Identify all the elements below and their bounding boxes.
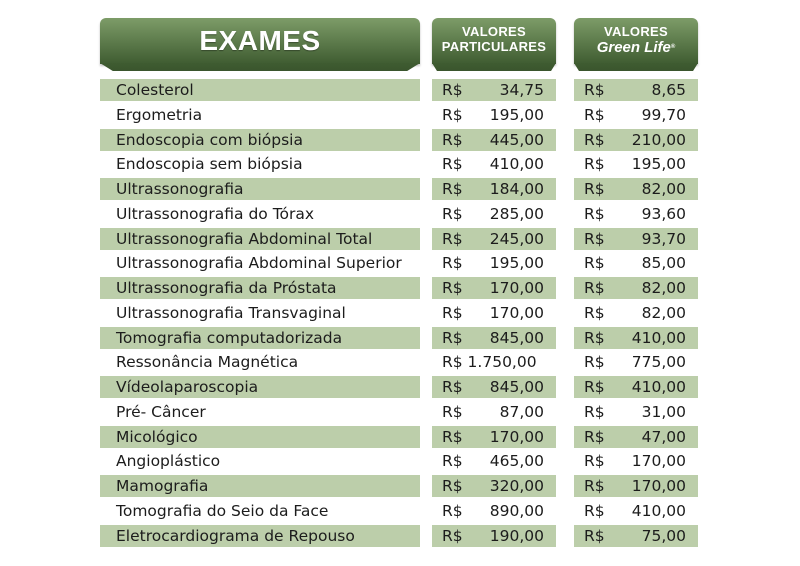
price-value: 210,00 <box>631 130 686 149</box>
currency-symbol: R$ <box>584 81 605 99</box>
table-row <box>0 153 800 175</box>
green-life-price <box>574 203 698 225</box>
green-life-price <box>574 178 698 200</box>
currency-symbol: R$ <box>584 254 605 273</box>
price-value: 34,75 <box>499 81 544 99</box>
currency-symbol: R$ <box>584 130 605 149</box>
particular-price <box>432 327 556 349</box>
green-life-price <box>574 327 698 349</box>
exam-name: Tomografia computadorizada <box>100 327 420 349</box>
particular-price <box>432 252 556 274</box>
table-row <box>0 302 800 324</box>
table-row <box>0 104 800 126</box>
currency-symbol: R$ <box>442 254 463 273</box>
currency-symbol: R$ <box>442 402 463 421</box>
table-row <box>0 203 800 225</box>
table-row <box>0 277 800 299</box>
currency-symbol: R$ <box>442 303 463 322</box>
price-value: 82,00 <box>641 303 686 322</box>
exam-name: Ultrassonografia do Tórax <box>116 204 315 223</box>
currency-symbol: R$ <box>584 501 605 520</box>
particular-price <box>432 475 556 497</box>
particular-price <box>432 302 556 324</box>
currency-symbol: R$ <box>442 477 463 495</box>
green-life-price <box>574 351 698 373</box>
price-value: 82,00 <box>641 279 686 297</box>
green-life-price <box>574 228 698 250</box>
price-value: 410,00 <box>631 378 686 396</box>
price-value: 85,00 <box>641 254 686 273</box>
exames-header <box>100 18 420 64</box>
green-life-price <box>574 129 698 151</box>
green-life-brand: Green Life <box>596 39 671 56</box>
price-value: 8,65 <box>651 81 686 99</box>
green-life-price <box>574 104 698 126</box>
currency-symbol: R$ <box>442 279 463 297</box>
exam-name: Ultrassonografia <box>100 178 420 200</box>
table-row <box>0 525 800 547</box>
green-life-price <box>574 401 698 423</box>
valores-label: VALORES <box>604 24 668 39</box>
price-value: R$ 1.750,00 <box>442 353 537 372</box>
exam-name: Eletrocardiograma de Repouso <box>100 525 420 547</box>
currency-symbol: R$ <box>442 229 463 248</box>
green-life-price <box>574 376 698 398</box>
price-value: 99,70 <box>641 105 686 124</box>
green-life-price <box>574 475 698 497</box>
currency-symbol: R$ <box>442 526 463 545</box>
green-life-price <box>574 426 698 448</box>
currency-symbol: R$ <box>442 427 463 446</box>
currency-symbol: R$ <box>584 204 605 223</box>
valores-particulares-header <box>432 18 556 64</box>
exam-name: Ultrassonografia Transvaginal <box>116 303 346 322</box>
currency-symbol: R$ <box>442 452 463 471</box>
table-row <box>0 450 800 472</box>
price-value: 93,70 <box>641 229 686 248</box>
exames-title: EXAMES <box>199 25 321 56</box>
particular-price <box>432 203 556 225</box>
currency-symbol: R$ <box>584 452 605 471</box>
table-row <box>0 351 800 373</box>
registered-mark: ® <box>670 44 676 50</box>
price-value: 445,00 <box>489 130 544 149</box>
green-life-price <box>574 252 698 274</box>
particular-price <box>432 228 556 250</box>
currency-symbol: R$ <box>442 105 463 124</box>
particular-price <box>432 401 556 423</box>
particular-price <box>432 277 556 299</box>
exam-name: Micológico <box>100 426 420 448</box>
table-row <box>0 401 800 423</box>
price-value: 285,00 <box>489 204 544 223</box>
table-row <box>0 178 800 200</box>
currency-symbol: R$ <box>442 378 463 396</box>
price-value: 93,60 <box>641 204 686 223</box>
particulares-label: PARTICULARES <box>441 39 547 54</box>
currency-symbol: R$ <box>584 402 605 421</box>
price-value: 82,00 <box>641 180 686 198</box>
particular-price <box>432 426 556 448</box>
price-value: 170,00 <box>489 279 544 297</box>
price-value: 31,00 <box>641 402 686 421</box>
valores-green-life-header <box>574 18 698 64</box>
table-row <box>0 252 800 274</box>
price-value: 170,00 <box>489 303 544 322</box>
currency-symbol: R$ <box>584 353 605 372</box>
currency-symbol: R$ <box>442 81 463 99</box>
exam-name: Endoscopia com biópsia <box>100 129 420 151</box>
currency-symbol: R$ <box>584 303 605 322</box>
price-value: 845,00 <box>489 378 544 396</box>
exam-name: Pré- Câncer <box>116 402 206 421</box>
price-value: 195,00 <box>489 105 544 124</box>
exam-name: Tomografia do Seio da Face <box>116 501 329 520</box>
particular-price <box>432 525 556 547</box>
green-life-price <box>574 500 698 522</box>
particular-price <box>432 500 556 522</box>
price-value: 184,00 <box>489 180 544 198</box>
price-value: 890,00 <box>489 501 544 520</box>
particular-price <box>432 153 556 175</box>
currency-symbol: R$ <box>584 229 605 248</box>
exam-name: Mamografia <box>100 475 420 497</box>
particular-price <box>432 104 556 126</box>
currency-symbol: R$ <box>584 279 605 297</box>
currency-symbol: R$ <box>584 427 605 446</box>
price-value: 195,00 <box>631 155 686 174</box>
table-row <box>0 426 800 448</box>
price-value: 410,00 <box>489 155 544 174</box>
particular-price <box>432 376 556 398</box>
exam-name: Ergometria <box>116 105 203 124</box>
price-value: 75,00 <box>641 526 686 545</box>
table-row <box>0 129 800 151</box>
currency-symbol: R$ <box>442 328 463 347</box>
exam-name: Ultrassonografia Abdominal Superior <box>116 254 402 273</box>
green-life-price <box>574 277 698 299</box>
price-value: 190,00 <box>489 526 544 545</box>
table-row <box>0 228 800 250</box>
price-value: 845,00 <box>489 328 544 347</box>
table-row <box>0 327 800 349</box>
currency-symbol: R$ <box>442 501 463 520</box>
table-row <box>0 475 800 497</box>
price-value: 410,00 <box>631 501 686 520</box>
exam-name: Ultrassonografia Abdominal Total <box>100 228 420 250</box>
exam-name: Ultrassonografia da Próstata <box>100 277 420 299</box>
currency-symbol: R$ <box>584 328 605 347</box>
table-row <box>0 500 800 522</box>
exam-name: Vídeolaparoscopia <box>100 376 420 398</box>
green-life-logo <box>574 39 698 56</box>
currency-symbol: R$ <box>584 105 605 124</box>
currency-symbol: R$ <box>442 130 463 149</box>
price-value: 245,00 <box>489 229 544 248</box>
price-value: 195,00 <box>489 254 544 273</box>
currency-symbol: R$ <box>584 477 605 495</box>
currency-symbol: R$ <box>442 204 463 223</box>
green-life-price <box>574 525 698 547</box>
particular-price <box>432 129 556 151</box>
green-life-price <box>574 153 698 175</box>
price-value: 465,00 <box>489 452 544 471</box>
price-value: 775,00 <box>631 353 686 372</box>
price-value: 410,00 <box>631 328 686 347</box>
valores-label: VALORES <box>462 24 526 39</box>
green-life-price <box>574 302 698 324</box>
price-value: 170,00 <box>489 427 544 446</box>
exam-name: Angioplástico <box>116 452 221 471</box>
currency-symbol: R$ <box>442 155 463 174</box>
currency-symbol: R$ <box>442 180 463 198</box>
particular-price <box>432 450 556 472</box>
table-row <box>0 79 800 101</box>
currency-symbol: R$ <box>584 180 605 198</box>
exam-name: Colesterol <box>100 79 420 101</box>
green-life-price <box>574 450 698 472</box>
currency-symbol: R$ <box>584 378 605 396</box>
price-value: 87,00 <box>499 402 544 421</box>
exam-name: Ressonância Magnética <box>116 353 299 372</box>
table-row <box>0 376 800 398</box>
particular-price <box>432 79 556 101</box>
price-value: 320,00 <box>489 477 544 495</box>
exam-name: Endoscopia sem biópsia <box>116 155 303 174</box>
price-value: 47,00 <box>641 427 686 446</box>
green-life-price <box>574 79 698 101</box>
price-value: 170,00 <box>631 477 686 495</box>
currency-symbol: R$ <box>584 155 605 174</box>
price-value: 170,00 <box>631 452 686 471</box>
particular-price <box>432 351 556 373</box>
currency-symbol: R$ <box>584 526 605 545</box>
particular-price <box>432 178 556 200</box>
